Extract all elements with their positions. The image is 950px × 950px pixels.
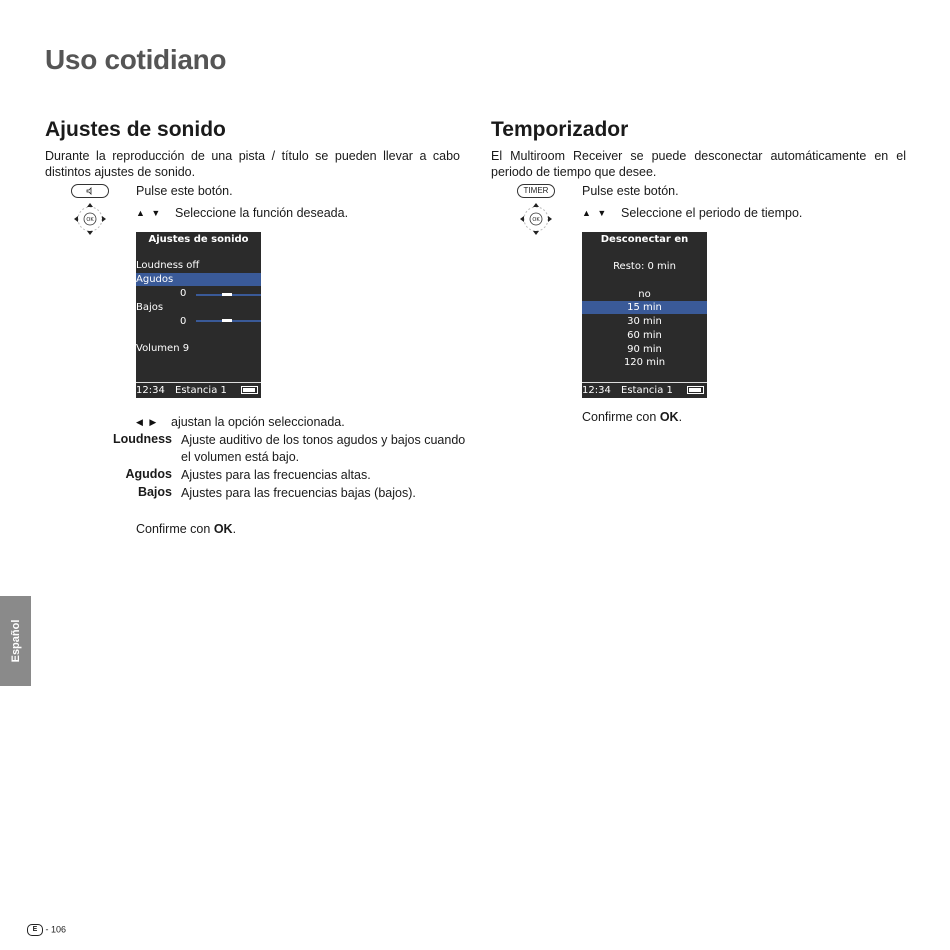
dpad-icon[interactable] xyxy=(519,202,553,236)
timer-step2: Seleccione el periodo de tiempo. xyxy=(621,206,803,220)
bass-slider-knob xyxy=(222,319,232,322)
screen-title: Ajustes de sonido xyxy=(148,234,249,245)
timer-screen xyxy=(582,232,707,398)
screen-time: 12:34 xyxy=(582,385,611,396)
sound-settings-screen xyxy=(136,232,261,398)
sound-intro: Durante la reproducción de una pista / título se pueden llevar a cabo distintos ajustes de sonido. xyxy=(45,149,460,179)
svg-text:OK: OK xyxy=(532,217,540,223)
screen-bajos: Bajos xyxy=(136,302,164,313)
screen-title: Desconectar en xyxy=(600,234,689,245)
left-right-arrows-icon: ◀ ▶ xyxy=(136,417,159,427)
screen-loudness: Loudness off xyxy=(136,260,200,271)
timer-option: 60 min xyxy=(627,330,662,341)
loudness-label: Loudness xyxy=(112,432,172,446)
timer-step1: Pulse este botón. xyxy=(582,184,679,198)
up-down-arrows-icon: ▲ ▼ xyxy=(136,208,163,218)
language-tab xyxy=(0,596,31,686)
screen-room: Estancia 1 xyxy=(175,385,227,396)
treble-slider-knob xyxy=(222,293,232,296)
timer-confirm: Confirme con OK. xyxy=(582,410,683,424)
loudness-description: Ajuste auditivo de los tonos agudos y bajos cuando el volumen está bajo. xyxy=(181,433,466,464)
page-number: - 106 xyxy=(45,924,67,935)
sound-step1: Pulse este botón. xyxy=(136,184,233,198)
battery-icon xyxy=(241,386,258,394)
timer-option-selected: 15 min xyxy=(582,301,707,314)
status-divider xyxy=(136,382,261,383)
timer-option: 90 min xyxy=(627,344,662,355)
timer-option: 120 min xyxy=(623,357,666,368)
dpad-icon[interactable] xyxy=(73,202,107,236)
timer-intro: El Multiroom Receiver se puede desconectar automáticamente en el periodo de tiempo que desee. xyxy=(491,149,906,179)
screen-time: 12:34 xyxy=(136,385,165,396)
agudos-label: Agudos xyxy=(125,467,172,481)
timer-button[interactable]: TIMER xyxy=(517,184,555,198)
screen-volumen: Volumen 9 xyxy=(136,343,190,354)
screen-agudos-value: 0 xyxy=(180,288,187,299)
bajos-label: Bajos xyxy=(137,485,172,499)
timer-option: no xyxy=(638,289,651,300)
adjust-text: ajustan la opción seleccionada. xyxy=(171,415,345,429)
speaker-icon xyxy=(85,186,95,196)
sound-confirm: Confirme con OK. xyxy=(136,522,237,536)
speaker-button[interactable] xyxy=(71,184,109,198)
svg-text:OK: OK xyxy=(86,217,94,223)
screen-remaining: Resto: 0 min xyxy=(613,261,676,272)
sound-step2: Seleccione la función deseada. xyxy=(175,206,349,220)
bajos-description: Ajustes para las frecuencias bajas (bajos). xyxy=(181,486,416,500)
screen-room: Estancia 1 xyxy=(621,385,673,396)
battery-icon xyxy=(687,386,704,394)
screen-bajos-value: 0 xyxy=(180,316,187,327)
page-title: Uso cotidiano xyxy=(45,44,227,75)
language-label: Español xyxy=(9,619,22,663)
timer-option: 30 min xyxy=(627,316,662,327)
section-heading-sound: Ajustes de sonido xyxy=(45,118,226,141)
section-heading-timer: Temporizador xyxy=(491,118,629,141)
agudos-description: Ajustes para las frecuencias altas. xyxy=(181,468,371,482)
status-divider xyxy=(582,382,707,383)
page-footer xyxy=(27,924,66,936)
screen-agudos: Agudos xyxy=(136,273,261,286)
language-code-badge: E xyxy=(27,924,43,936)
up-down-arrows-icon: ▲ ▼ xyxy=(582,208,609,218)
